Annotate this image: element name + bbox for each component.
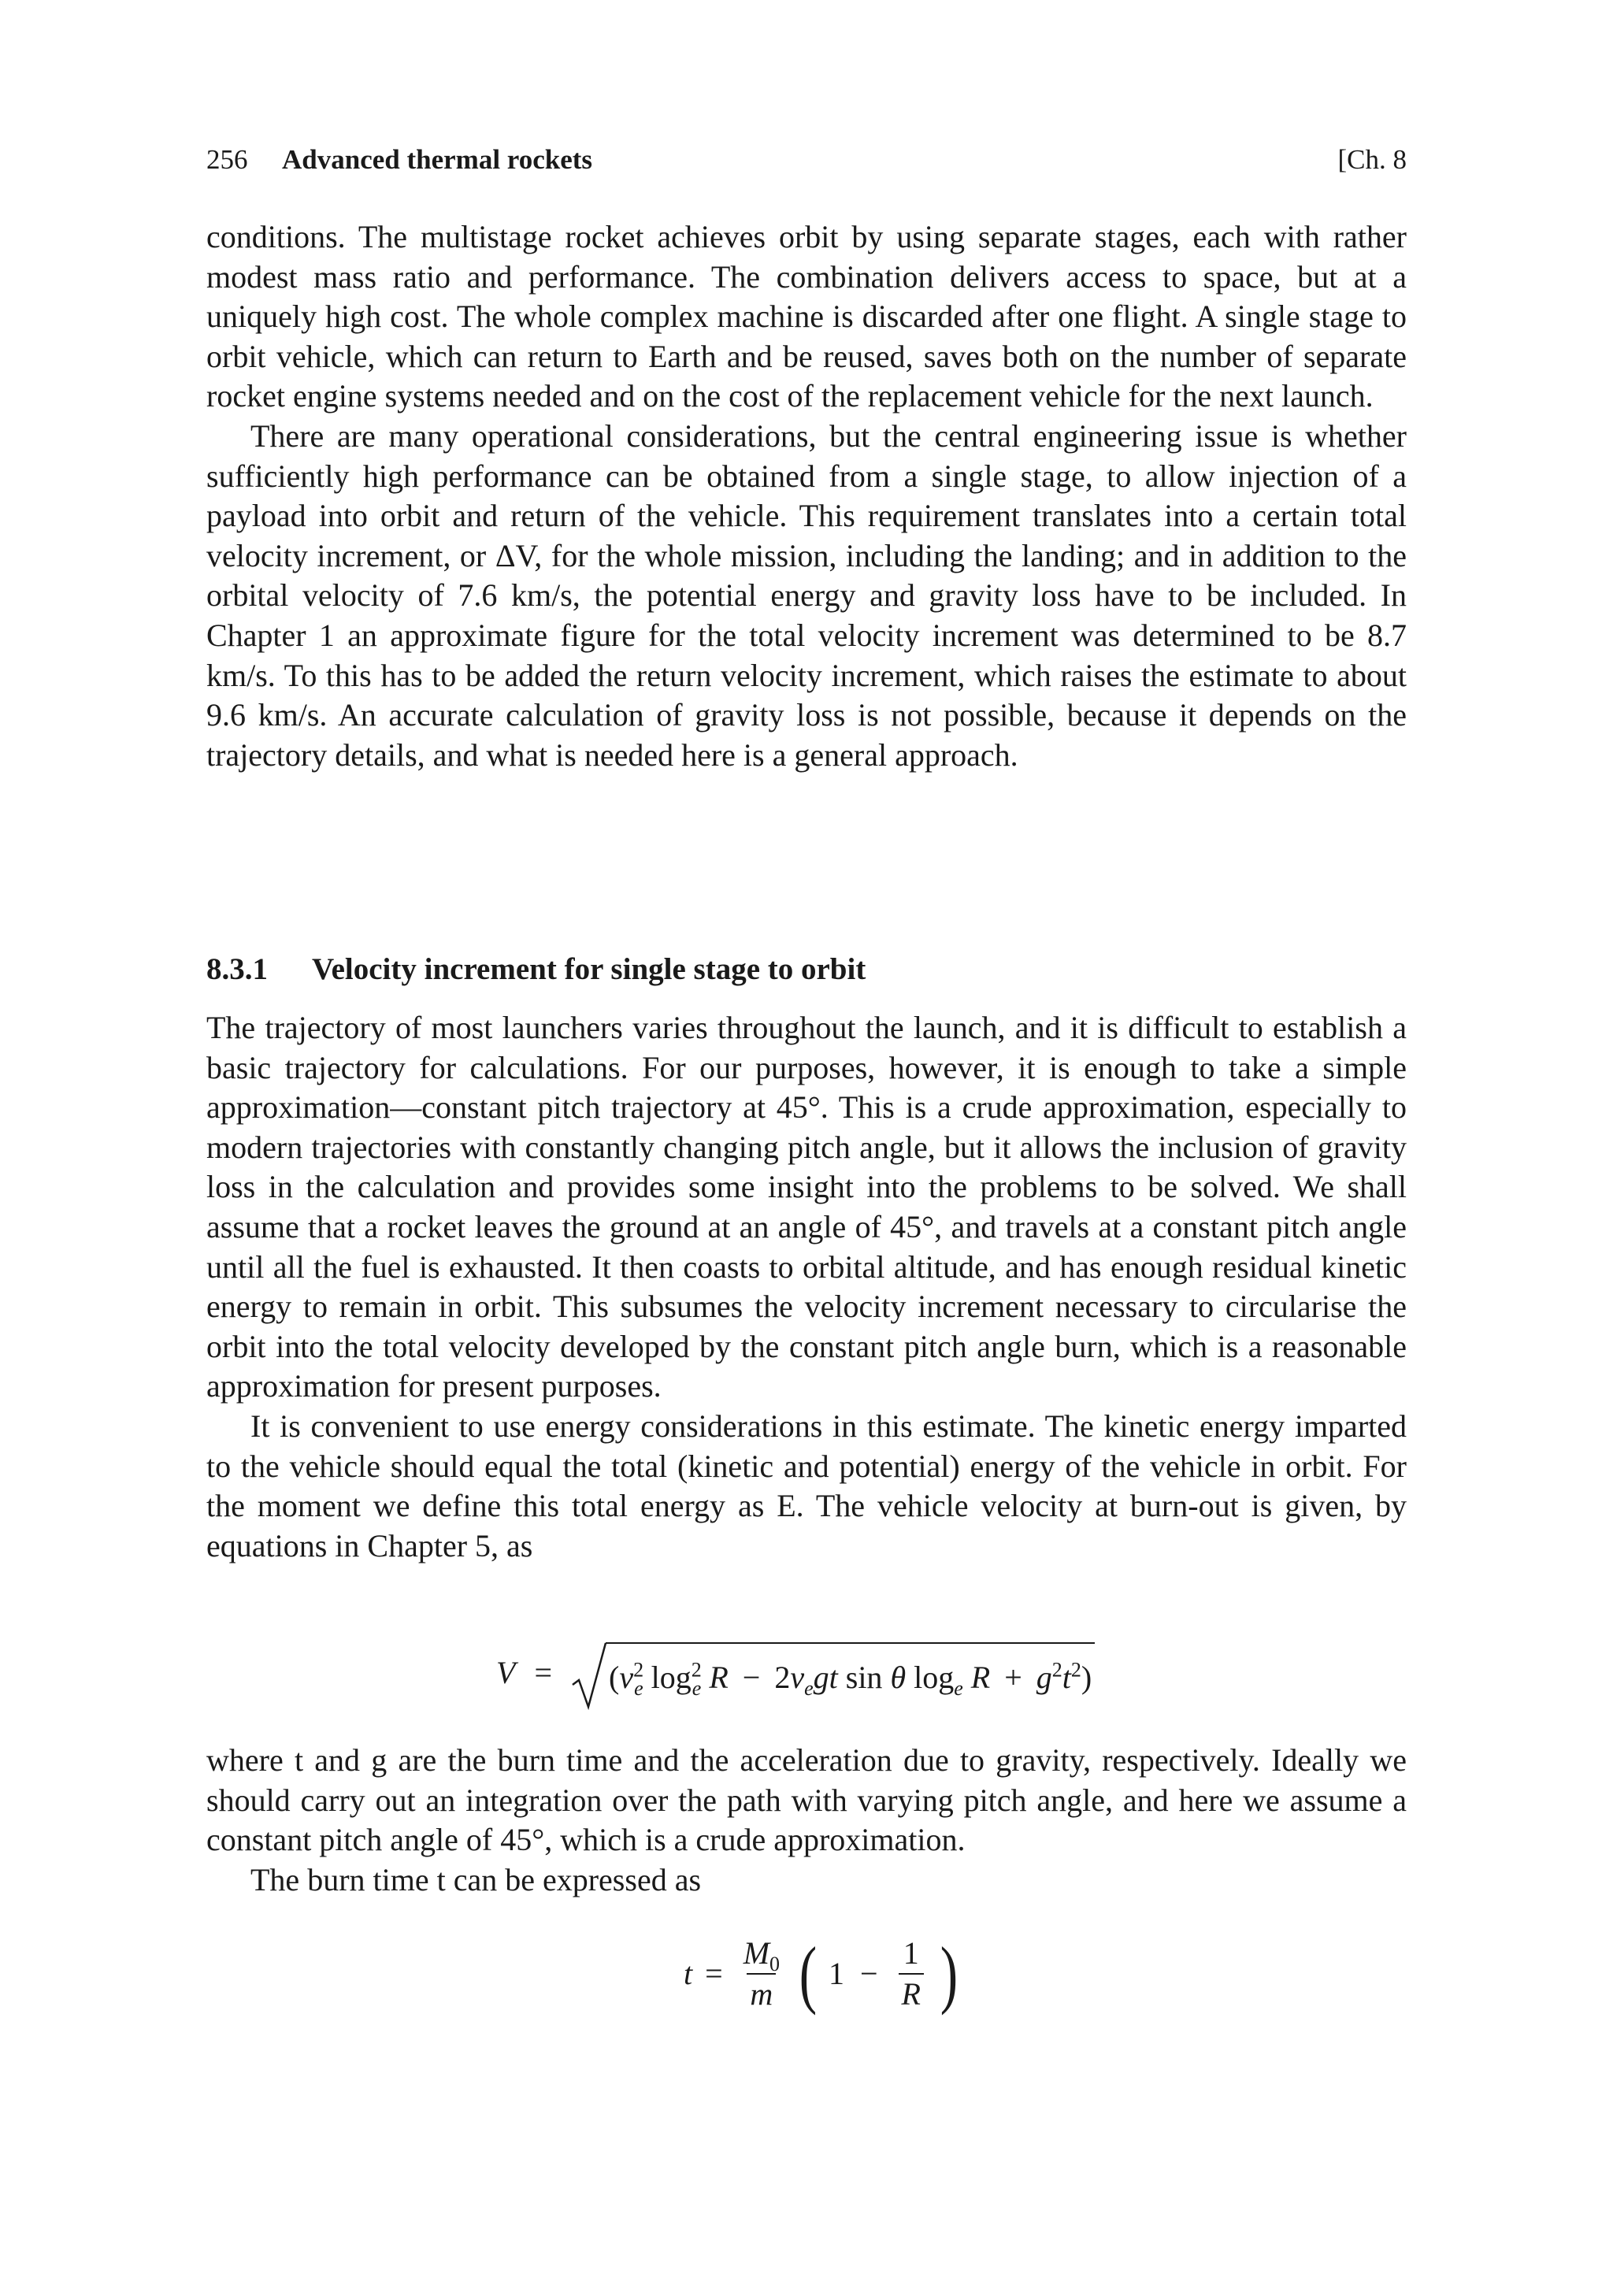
section-title: Velocity increment for single stage to orbit xyxy=(312,952,866,986)
burn-time-equation xyxy=(684,1931,962,2016)
chapter-reference: [Ch. 8 xyxy=(1337,144,1407,175)
eq-minus: − xyxy=(859,1956,878,1991)
radicand: ($v^2_e$ $\log^2_e R - 2v_egt$ sin θ $\log_e R + g^2t^2$) xyxy=(606,1642,1095,1710)
paragraph-operational-considerations: There are many operational considerations, but the central engineering issue is whether sufficiently high performance can be obtained from a single stage, to allow injection of a payload into orbit and return of the vehicle. This requirement translates into a certain total velocity increment, or ΔV, for the whole mission, including the landing; and in addition to the orbital velocity of 7.6 km/s, the potential energy and gravity loss have to be included. In Chapter 1 an approximate figure for the total velocity increment was determined to be 8.7 km/s. To this has to be added the return velocity increment, which raises the estimate to about 9.6 km/s. An accurate calculation of gravity loss is not possible, because it depends on the trajectory details, and what is needed here is a general approach. xyxy=(206,417,1407,773)
eq-one: 1 xyxy=(828,1956,844,1991)
section-text-block xyxy=(206,1008,1407,1566)
radical-sign-icon xyxy=(571,1642,607,1710)
paragraph-trajectory: The trajectory of most launchers varies throughout the launch, and it is difficult to establish a basic trajectory for calculations. For our purposes, however, it is enough to take a simple approximation—constant pitch trajectory at 45°. This is a crude approximation, especially to modern trajectories with constantly changing pitch angle, but it allows the inclusion of gravity loss in the calculation and provides some insight into the problems to be solved. We shall assume that a rocket leaves the ground at an angle of 45°, and travels at a constant pitch angle until all the fuel is exhausted. It then coasts to orbital altitude, and has enough residual kinetic energy to remain in orbit. This subsumes the velocity increment necessary to circularise the orbit into the total velocity developed by the constant pitch angle burn, which is a reasonable approximation for present purposes. xyxy=(206,1010,1407,1404)
initial-mass-symbol: M xyxy=(743,1935,770,1971)
paragraph-energy-considerations: It is convenient to use energy considerations in this estimate. The kinetic energy imparted to the vehicle should equal the total (kinetic and potential) energy of the vehicle in orbit. For the moment we define this total energy as E. The vehicle velocity at burn-out is given, by equations in Chapter 5, as xyxy=(206,1408,1407,1563)
intro-text-block xyxy=(206,217,1407,775)
square-root xyxy=(571,1642,1095,1710)
running-head xyxy=(206,142,1407,178)
eq-burn-time-equals: = xyxy=(705,1956,723,1991)
inverse-mass-ratio-fraction: $\frac{1}{R}$ xyxy=(899,1935,924,2012)
post-equation-text-block xyxy=(206,1741,1407,1900)
section-number: 8.3.1 xyxy=(206,952,268,986)
right-paren: ) xyxy=(940,1931,959,2016)
page-number: 256 xyxy=(206,144,248,175)
velocity-equation xyxy=(496,1642,1095,1710)
paragraph-burn-time-intro: The burn time t can be expressed as xyxy=(250,1861,702,1897)
paragraph-conditions: conditions. The multistage rocket achieves orbit by using separate stages, each with rather modest mass ratio and performance. The combination delivers access to space, but at a uniquely high cost. The whole complex machine is discarded after one flight. A single stage to orbit vehicle, which can return to Earth and be reused, saves both on the number of separate rocket engine systems needed and on the cost of the replacement vehicle for the next launch. xyxy=(206,219,1407,414)
mass-flow-fraction: $\frac{M_0}{m}$ xyxy=(743,1935,781,2012)
section-heading xyxy=(206,950,866,989)
eq-velocity-equals: = xyxy=(534,1655,552,1691)
left-paren: ( xyxy=(799,1931,818,2016)
paragraph-burn-time-definition: where t and g are the burn time and the acceleration due to gravity, respectively. Ideally we should carry out an integration over the path with varying pitch angle, and here we assume a constant pitch angle of 45°, which is a crude approximation. xyxy=(206,1742,1407,1858)
running-head-title: Advanced thermal rockets xyxy=(282,144,593,175)
eq-burn-time-lhs: t xyxy=(684,1956,693,1991)
mass-flow-symbol: m xyxy=(747,1973,776,2012)
eq-velocity-lhs: V xyxy=(496,1655,516,1691)
